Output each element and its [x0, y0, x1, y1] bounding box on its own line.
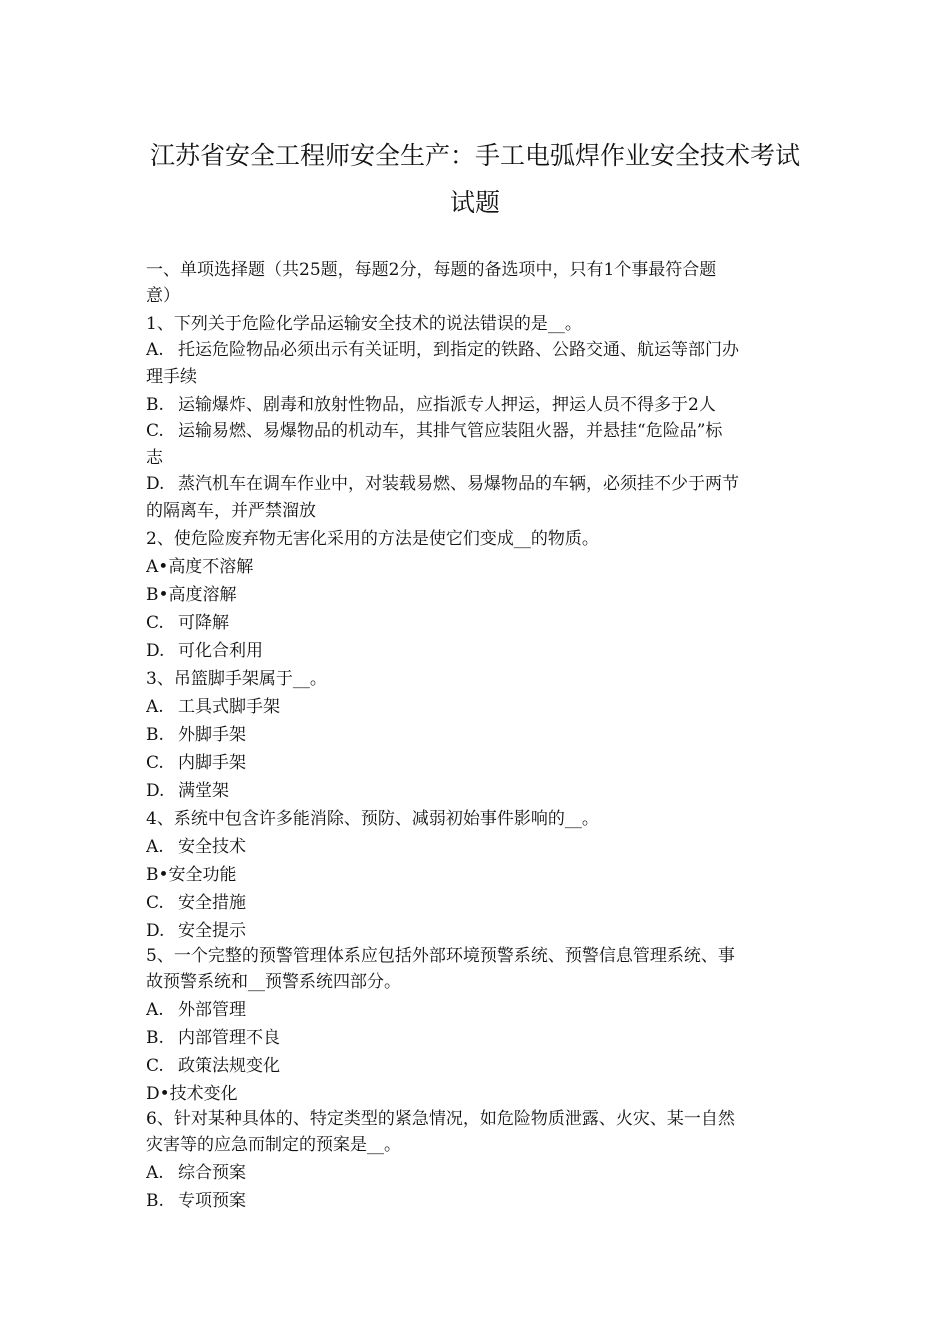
option-letter: B.: [146, 1191, 164, 1211]
question-stem: 4、系统中包含许多能消除、预防、减弱初始事件影响的__。: [146, 809, 599, 829]
option-text: 运输爆炸、剧毒和放射性物品，应指派专人押运，押运人员不得多于2人: [178, 395, 716, 415]
option-letter: B.: [146, 1028, 164, 1048]
document-body: [146, 259, 810, 1215]
answer-option: [146, 833, 810, 861]
option-text: 综合预案: [178, 1163, 246, 1183]
option-letter: D.: [146, 641, 165, 661]
document-title-line1: 江苏省安全工程师安全生产：手工电弧焊作业安全技术考试: [149, 141, 800, 170]
option-text: 可降解: [178, 613, 229, 633]
option-text: 外脚手架: [178, 725, 246, 745]
option-text: 蒸汽机车在调车作业中，对装载易燃、易爆物品的车辆，必须挂不少于两节: [178, 474, 739, 494]
section-heading-line1: 一、单项选择题（共25题，每题2分，每题的备选项中，只有1个事最符合题: [146, 260, 717, 280]
question-stem: 6、针对某种具体的、特定类型的紧急情况，如危险物质泄露、火灾、某一自然: [146, 1109, 735, 1129]
option-text: 安全措施: [178, 893, 246, 913]
answer-option: [146, 553, 810, 581]
option-text: 安全提示: [178, 921, 246, 941]
answer-option: [146, 1187, 810, 1215]
option-text: 可化合利用: [178, 641, 263, 661]
question-stem: 5、一个完整的预警管理体系应包括外部环境预警系统、预警信息管理系统、事: [146, 946, 735, 966]
answer-option: [146, 917, 810, 945]
option-letter: C.: [146, 1056, 164, 1076]
option-letter: D.: [146, 474, 165, 494]
option-text: 外部管理: [178, 1000, 246, 1020]
option-letter: A•: [146, 557, 169, 577]
answer-option: [146, 996, 810, 1024]
question-stem: 1、下列关于危险化学品运输安全技术的说法错误的是__。: [146, 314, 582, 334]
option-text: 专项预案: [178, 1191, 246, 1211]
option-letter: D•: [146, 1084, 170, 1104]
option-letter: C.: [146, 753, 164, 773]
section-heading-line2: 意）: [146, 286, 180, 306]
option-text: 高度溶解: [168, 585, 237, 605]
question-stem: 灾害等的应急而制定的预案是__。: [146, 1135, 401, 1155]
option-text: 工具式脚手架: [178, 697, 280, 717]
option-text: 托运危险物品必须出示有关证明，到指定的铁路、公路交通、航运等部门办: [178, 340, 739, 360]
option-text: 理手续: [146, 367, 197, 387]
question-stem: 2、使危险废弃物无害化采用的方法是使它们变成__的物质。: [146, 529, 599, 549]
answer-option: [146, 497, 810, 525]
option-text: 政策法规变化: [178, 1056, 280, 1076]
option-letter: C.: [146, 421, 164, 441]
question-stem: 故预警系统和__预警系统四部分。: [146, 972, 401, 992]
document-title-line2: 试题: [449, 188, 500, 217]
option-text: 安全功能: [168, 865, 237, 885]
answer-option: [146, 777, 810, 805]
option-text: 高度不溶解: [168, 557, 254, 577]
answer-option: [146, 1024, 810, 1052]
option-letter: A.: [146, 1163, 164, 1183]
answer-option: [146, 472, 810, 497]
answer-option: [146, 609, 810, 637]
option-letter: B.: [146, 395, 164, 415]
answer-option: [146, 338, 810, 363]
option-letter: D.: [146, 921, 165, 941]
option-letter: B.: [146, 725, 164, 745]
option-letter: A.: [146, 340, 164, 360]
question-stem: 3、吊篮脚手架属于__。: [146, 669, 327, 689]
answer-option: [146, 693, 810, 721]
option-text: 技术变化: [169, 1084, 238, 1104]
option-text: 运输易燃、易爆物品的机动车，其排气管应装阻火器，并悬挂“危险品”标: [178, 421, 723, 441]
option-text: 安全技术: [178, 837, 246, 857]
answer-option: [146, 1080, 810, 1108]
answer-option: [146, 419, 810, 444]
option-letter: C.: [146, 613, 164, 633]
option-letter: C.: [146, 893, 164, 913]
option-text: 内部管理不良: [178, 1028, 280, 1048]
option-letter: A.: [146, 697, 164, 717]
answer-option: [146, 444, 810, 472]
option-letter: B•: [146, 585, 169, 605]
option-text: 内脚手架: [178, 753, 246, 773]
answer-option: [146, 721, 810, 749]
option-letter: D.: [146, 781, 165, 801]
option-letter: B•: [146, 865, 169, 885]
answer-option: [146, 581, 810, 609]
answer-option: [146, 637, 810, 665]
option-text: 满堂架: [178, 781, 229, 801]
answer-option: [146, 1159, 810, 1187]
answer-option: [146, 1052, 810, 1080]
answer-option: [146, 861, 810, 889]
answer-option: [146, 889, 810, 917]
answer-option: [146, 391, 810, 419]
answer-option: [146, 749, 810, 777]
option-text: 志: [146, 448, 163, 468]
option-letter: A.: [146, 1000, 164, 1020]
answer-option: [146, 363, 810, 391]
option-text: 的隔离车，并严禁溜放: [146, 501, 316, 521]
option-letter: A.: [146, 837, 164, 857]
